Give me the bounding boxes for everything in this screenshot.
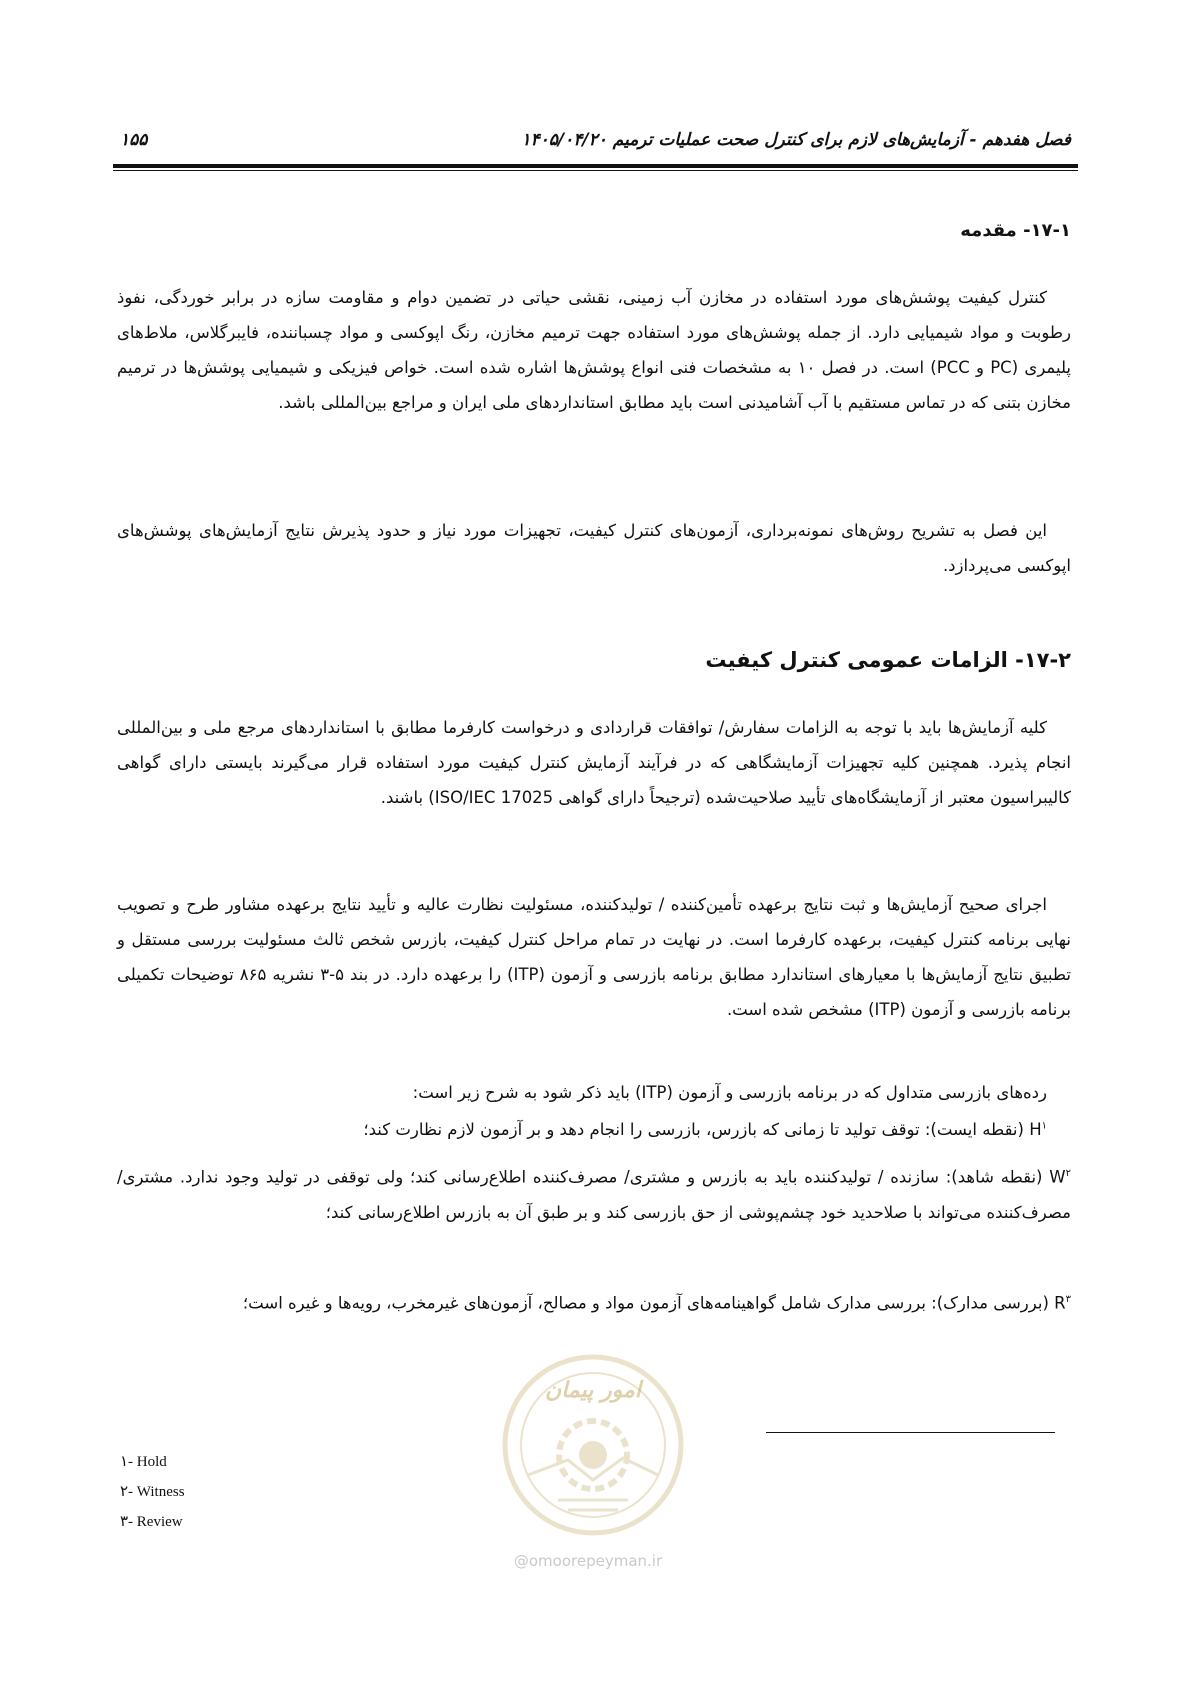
inspection-categories-intro: رده‌های بازرسی متداول که در برنامه بازرسی و آزمون (ITP) باید ذکر شود به شرح زیر است: xyxy=(412,1083,1047,1102)
paragraph-intro-1: کنترل کیفیت پوشش‌های مورد استفاده در مخازن آب زمینی، نقشی حیاتی در تضمین دوام و مقاومت سازه در برابر خوردگی، نفوذ رطوبت و مواد شیمیایی دارد. از جمله پوشش‌های مورد استفاده جهت ترمیم مخازن، رنگ اپوکسی و مواد چسباننده، فایبرگلاس، ملاط‌های پلیمری (PC و PCC) است. در فصل ۱۰ به مشخصات فنی انواع پوشش‌ها اشاره شده است. خواص فیزیکی و شیمیایی پوشش‌ها در ترمیم مخازن بتنی که در تماس مستقیم با آب آشامیدنی است باید مطابق استانداردهای ملی ایران و مراجع بین‌المللی باشد. xyxy=(117,288,1072,412)
footnote-mark: ۳ xyxy=(1065,1294,1071,1305)
watermark-seal-text: امور پیمان xyxy=(545,1378,641,1403)
section-heading-introduction: ۱۷-۱- مقدمه xyxy=(960,220,1071,241)
footnote-mark: ۲ xyxy=(1065,1168,1071,1179)
item-text: (بررسی مدارک): بررسی مدارک شامل گواهینامه‌های آزمون مواد و مصالح، آزمون‌های غیرمخرب، رویه‌ها و غیره است؛ xyxy=(242,1293,1055,1313)
page-number: ۱۵۵ xyxy=(120,130,148,150)
item-letter: W xyxy=(1049,1167,1066,1187)
footnote-2: ۲- Witness xyxy=(120,1484,185,1500)
section-heading-general-requirements: ۱۷-۲- الزامات عمومی کنترل کیفیت xyxy=(705,648,1071,672)
footnote-separator xyxy=(766,1432,1055,1433)
header-rule-thin xyxy=(113,170,1078,171)
item-letter: R xyxy=(1054,1293,1066,1313)
list-item-witness-point xyxy=(117,1156,1071,1230)
footnote-mark: ۱ xyxy=(1041,1120,1047,1132)
item-text: (نقطه شاهد): سازنده / تولیدکننده باید به بازرس و مشتری/ مصرف‌کننده اطلاع‌رسانی کند؛ ولی توقفی در تولید وجود ندارد. مشتری/ مصرف‌کننده می‌تواند با صلاحدید خود چشم‌پوشی از حق بازرسی کند و بر طبق آن به بازرس اطلاع‌رسانی کند؛ xyxy=(117,1167,1071,1222)
footnote-1: ۱- Hold xyxy=(120,1454,167,1470)
item-letter: H xyxy=(1029,1120,1042,1139)
list-item-review-point xyxy=(117,1282,1071,1321)
running-header-title: فصل هفدهم - آزمایش‌های لازم برای کنترل صحت عملیات ترمیم ۱۴۰۵/۰۴/۲۰ xyxy=(521,130,1071,150)
paragraph-requirements-2: اجرای صحیح آزمایش‌ها و ثبت نتایج برعهده تأمین‌کننده / تولیدکننده، مسئولیت نظارت عالیه و تأیید نتایج برعهده مشاور طرح و تصویب نهایی برنامه کنترل کیفیت، برعهده کارفرما است. در نهایت در تمام مراحل کنترل کیفیت، بازرس شخص ثالث مسئولیت بررسی مستقل و تطبیق نتایج آزمایش‌ها با معیارهای استاندارد مطابق برنامه بازرسی و آزمون (ITP) را برعهده دارد. در بند ۵-۳ نشریه ۸۶۵ توضیحات تکمیلی برنامه بازرسی و آزمون (ITP) مشخص شده است. xyxy=(117,895,1071,1019)
header-rule-thick xyxy=(113,164,1078,168)
footnote-3: ۳- Review xyxy=(120,1514,183,1530)
item-text: (نقطه ایست): توقف تولید تا زمانی که بازرس، بازرسی را انجام دهد و بر آزمون لازم نظارت کند؛ xyxy=(363,1120,1030,1139)
list-item-hold-point xyxy=(363,1120,1047,1139)
watermark-url: @omoorepeyman.ir xyxy=(513,1552,663,1570)
paragraph-requirements-1: کلیه آزمایش‌ها باید با توجه به الزامات سفارش/ توافقات قراردادی و درخواست کارفرما مطابق با استانداردهای مرجع ملی و بین‌المللی انجام پذیرد. همچنین کلیه تجهیزات آزمایشگاهی که در فرآیند آزمایش کنترل کیفیت مورد استفاده قرار می‌گیرند بایستی دارای گواهی کالیبراسیون معتبر از آزمایشگاه‌های تأیید صلاحیت‌شده (ترجیحاً دارای گواهی ISO/IEC 17025) باشند. xyxy=(117,718,1071,807)
paragraph-intro-2: این فصل به تشریح روش‌های نمونه‌برداری، آزمون‌های کنترل کیفیت، تجهیزات مورد نیاز و حدود پذیرش نتایج آزمایش‌های پوشش‌های اپوکسی می‌پردازد. xyxy=(117,521,1071,575)
